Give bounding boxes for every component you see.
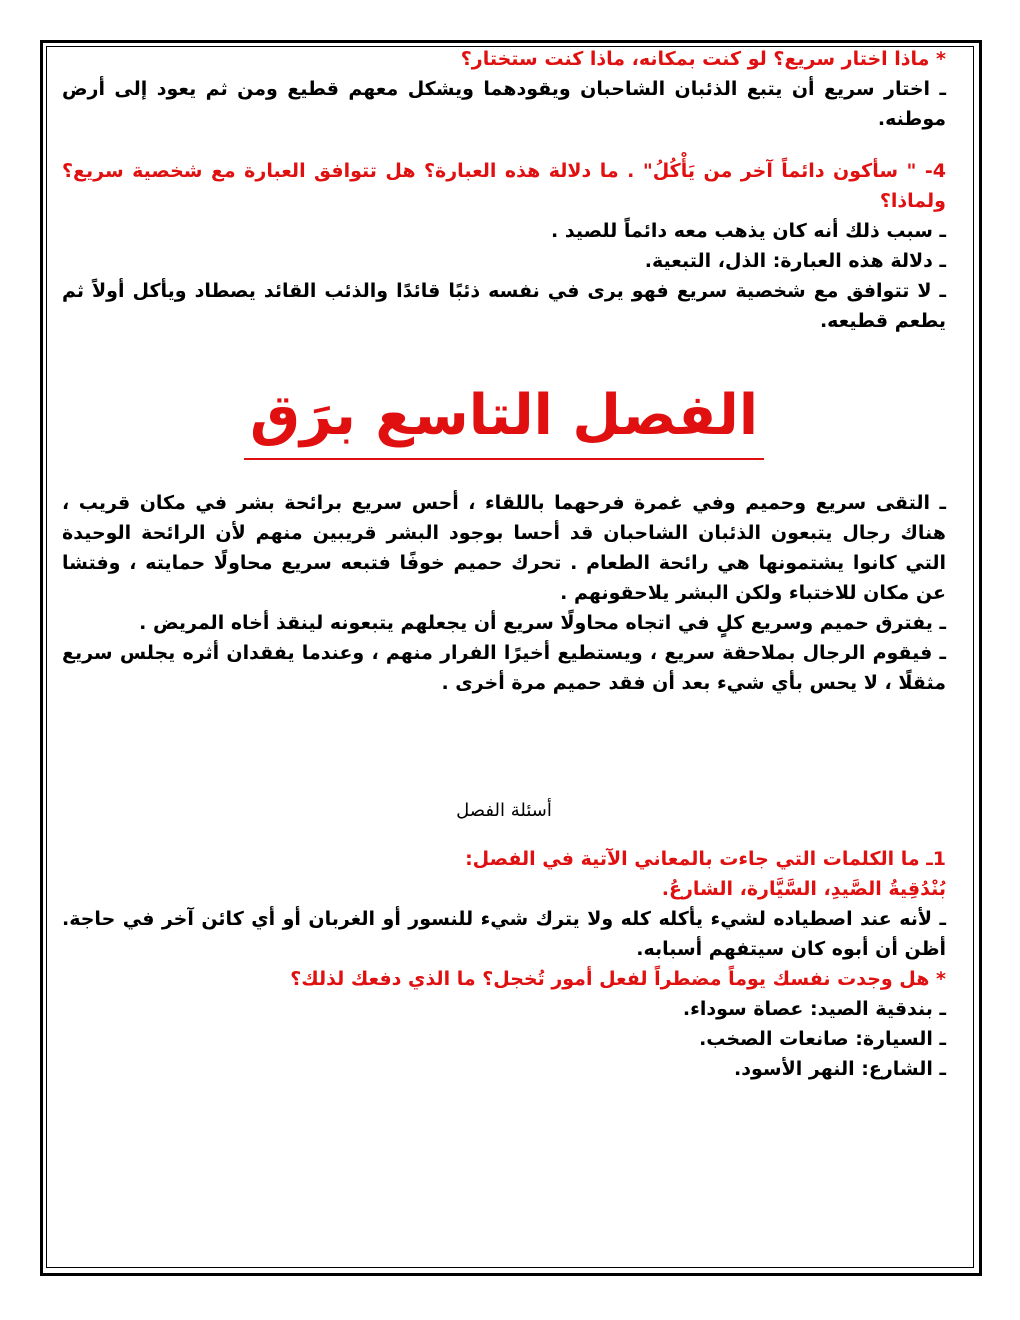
answer-word-1: ـ بندقية الصيد: عصاة سوداء. [682, 998, 946, 1020]
summary-paragraph-1: ـ التقى سريع وحميم وفي غمرة فرحهما باللقاء ، أحس سريع برائحة بشر في مكان قريب ، هناك رجال يتبعون الذئبان الشاحبان قد أحسا بوجود البشر قريبين منهم لأن الرائحة الوحيدة التي كانوا يشتمونها هي رائحة الطعام . تحرك حميم خوفًا فتبعه سريع محاولًا حمايته ، وفتشا عن مكان للاختباء ولكن البشر يلاحقونهم . [62, 492, 946, 604]
question-what-chose: * ماذا اختار سريع؟ لو كنت بمكانه، ماذا كنت ستختار؟ [460, 48, 946, 70]
question-2: * هل وجدت نفسك يوماً مضطراً لفعل أمور تُخجل؟ ما الذي دفعك لذلك؟ [290, 968, 946, 990]
question-1-words: بُنْدُقِيةُ الصَّيدِ، السَّيَّارة، الشارعُ. [661, 878, 946, 900]
answer-4-line-3: ـ لا تتوافق مع شخصية سريع فهو يرى في نفسه ذئبًا قائدًا والذئب القائد يصطاد ويأكل أولاً ثم يطعم قطيعه. [62, 280, 946, 332]
chapter-title: الفصل التاسع برَق [244, 376, 764, 460]
questions-heading: أسئلة الفصل [456, 800, 552, 821]
answer-word-2: ـ السيارة: صانعات الصخب. [699, 1028, 946, 1050]
answer-word-3: ـ الشارع: النهر الأسود. [734, 1058, 946, 1080]
answer-4-line-2: ـ دلالة هذه العبارة: الذل، التبعية. [644, 250, 946, 272]
question-1: 1ـ ما الكلمات التي جاءت بالمعاني الآتية في الفصل: [465, 848, 946, 870]
answer-note: ـ لأنه عند اصطياده لشيء يأكله كله ولا يترك شيء للنسور أو الغربان أو أي كائن آخر في حاجة. أظن أن أبوه كان سيتفهم أسبابه. [62, 908, 946, 960]
chapter-title-wrap [62, 376, 946, 460]
summary-paragraph-2: ـ يفترق حميم وسريع كلٍ في اتجاه محاولًا سريع أن يجعلهم يتبعونه لينقذ أخاه المريض . [139, 612, 946, 634]
answer-what-chose: ـ اختار سريع أن يتبع الذئبان الشاحبان ويقودهما ويشكل معهم قطيع ومن ثم يعود إلى أرض موطنه. [62, 78, 946, 130]
answer-4-line-1: ـ سبب ذلك أنه كان يذهب معه دائماً للصيد . [551, 220, 946, 242]
document-body [62, 44, 946, 1084]
question-4: 4- " سأكون دائماً آخر من يَأْكُلُ" . ما دلالة هذه العبارة؟ هل تتوافق العبارة مع شخصية سريع؟ ولماذا؟ [62, 160, 946, 212]
summary-paragraph-3: ـ فيقوم الرجال بملاحقة سريع ، ويستطيع أخيرًا الفرار منهم ، وعندما يفقدان أثره يجلس سريع مثقلًا ، لا يحس بأي شيء بعد أن فقد حميم مرة أخرى . [62, 642, 946, 694]
